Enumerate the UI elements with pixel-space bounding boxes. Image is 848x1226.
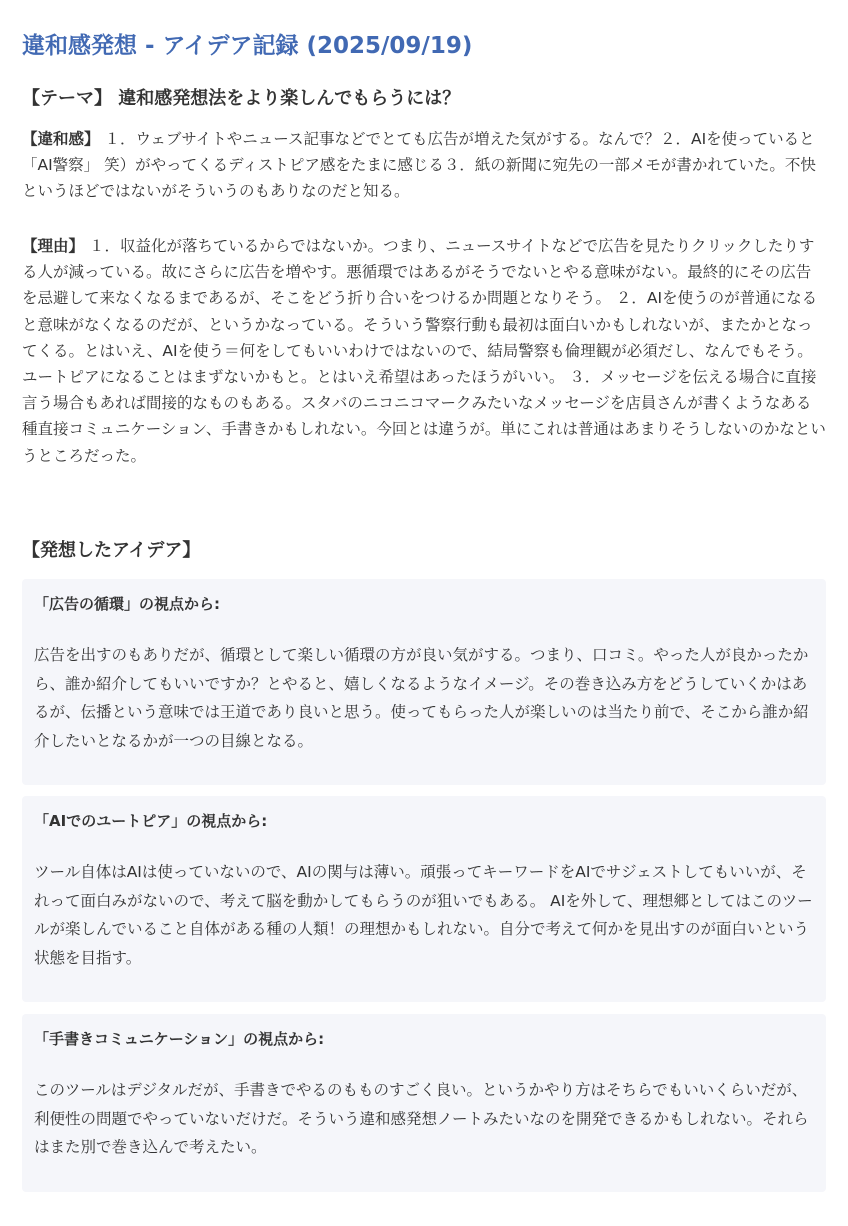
theme-heading: 【テーマ】 違和感発想法をより楽しんでもらうには？ (22, 88, 461, 109)
idea-card-handwriting (22, 1014, 826, 1192)
reason-text: １．収益化が落ちているからではないか。つまり、ニュースサイトなどで広告を見たりクリックしたりする人が減っている。故にさらに広告を増やす。悪循環ではあるがそうでないとやる意味がない。最終的にその広告を忌避して来なくなるまであるが、そこをどう折り合いをつけるか問題となりそう。 ２．AIを使うのが普通になると意味がなくなるのだが、というかなっている。そういう警察行動も最初は面白いかもしれないが、またかとなってくる。とはいえ、AIを使う＝何をしてもいいわけではないので、結局警察も倫理観が必須だし、なんでもそう。ユートピアになることはまずないかもと。とはいえ希望はあったほうがいい。 ３．メッセージを伝える場合に直接言う場合もあれば間接的なものもある。スタバのニコニコマークみたいなメッセージを店員さんが書くようなある種直接コミュニケーション、手書きかもしれない。今回とは違うが。単にこれは普通はあまりそうしないのかなというところだった。 (22, 237, 826, 465)
idea-card-ad-cycle (22, 579, 826, 785)
feeling-text: １．ウェブサイトやニュース記事などでとても広告が増えた気がする。なんで？２．AIを使っていると「AI警察」 笑）がやってくるディストピア感をたまに感じる３．紙の新聞に宛先の一部メモが書かれていた。不快というほどではないがそういうのもありなのだと知る。 (22, 130, 816, 201)
idea-card-title: 「手書きコミュニケーション」の視点から: (34, 1030, 325, 1048)
feeling-paragraph (22, 126, 826, 205)
idea-card-body: 広告を出すのもありだが、循環として楽しい循環の方が良い気がする。つまり、口コミ。やった人が良かったから、誰か紹介してもいいですか？とやると、嬉しくなるようなイメージ。その巻き込み方をどうしていくかはあるが、伝播という意味では王道であり良いと思う。使ってもらった人が楽しいのは当たり前で、そこから誰か紹介したいとなるかが一つの目線となる。 (34, 646, 809, 750)
idea-card-body: このツールはデジタルだが、手書きでやるのもものすごく良い。というかやり方はそちらでもいいくらいだが、利便性の問題でやっていないだけだ。そういう違和感発想ノートみたいなのを開発できるかもしれない。それらはまた別で巻き込んで考えたい。 (34, 1081, 809, 1156)
idea-card-title: 「広告の循環」の視点から: (34, 595, 220, 613)
reason-label: 【理由】 (22, 237, 85, 255)
idea-card-ai-utopia (22, 796, 826, 1002)
page-title: 違和感発想 - アイデア記録 (2025/09/19) (22, 33, 473, 59)
idea-card-body: ツール自体はAIは使っていないので、AIの関与は薄い。頑張ってキーワードをAIでサジェストしてもいいが、それって面白みがないので、考えて脳を動かしてもらうのが狙いでもある。 AIを外して、理想郷としてはこのツールが楽しんでいること自体がある種の人類！の理想かもしれない。自分で考えて何かを見出すのが面白いという状態を目指す。 (34, 863, 813, 967)
ideas-heading: 【発想したアイデア】 (22, 540, 201, 561)
idea-card-title: 「AIでのユートピア」の視点から: (34, 812, 268, 830)
feeling-label: 【違和感】 (22, 130, 100, 148)
reason-paragraph (22, 233, 826, 469)
